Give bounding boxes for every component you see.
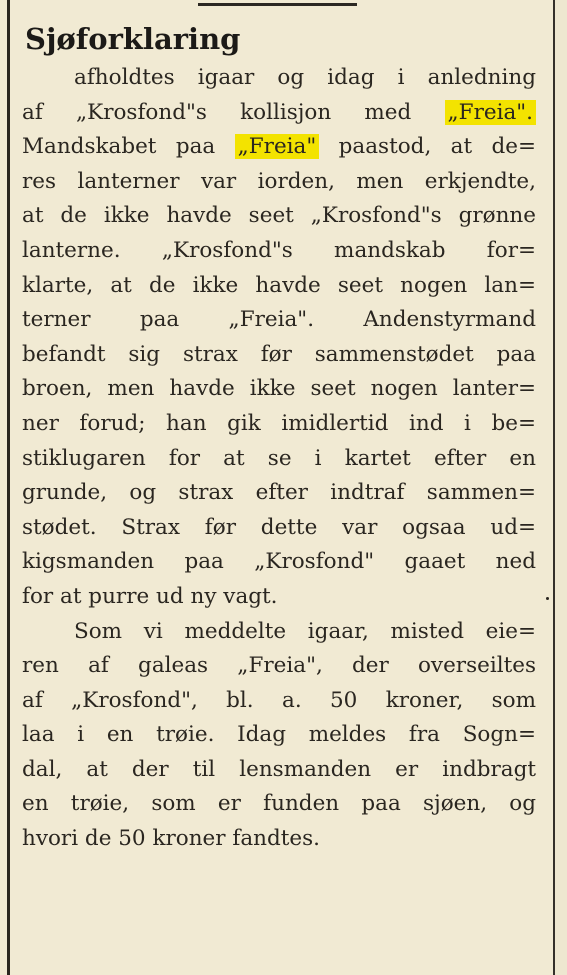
paragraph-1-line [22, 442, 536, 477]
line-text: ner forud; han gik imidlertid ind i be= [22, 410, 536, 436]
line-text: paastod, at de= [319, 134, 536, 160]
paragraph-1-line [22, 130, 536, 165]
line-text: res lanterner var iorden, men erkjendte, [22, 168, 536, 194]
line-text: Mandskabet paa [22, 134, 235, 160]
top-separator-rule [198, 3, 357, 6]
line-text: broen, men havde ikke seet nogen lanter= [22, 376, 536, 402]
paragraph-2-line: hvori de 50 kroner fandtes. [22, 826, 320, 852]
line-text: at de ikke havde seet „Krosfond"s grønne [22, 203, 536, 229]
paragraph-2-line: af „Krosfond", bl. a. 50 kroner, som [22, 687, 536, 713]
paragraph-1-line [22, 511, 536, 546]
page-margin-right [555, 0, 567, 975]
highlighted-ship-name: „Freia". [445, 100, 536, 125]
line-text: kigsmanden paa „Krosfond" gaaet ned [22, 549, 536, 575]
paragraph-1-line [22, 199, 536, 234]
line-text: befandt sig strax før sammenstødet paa [22, 341, 536, 367]
paragraph-2-line: ren af galeas „Freia", der overseiltes [22, 653, 536, 679]
paragraph-1-line [22, 338, 536, 373]
line-text: klarte, at de ikke havde seet nogen lan= [22, 272, 536, 298]
line-text: lanterne. „Krosfond"s mandskab for= [22, 237, 536, 263]
paragraph-1-line [22, 96, 536, 131]
paragraph-1-line [22, 545, 536, 580]
paragraph-1-line [22, 407, 536, 442]
print-speck [546, 597, 549, 600]
paragraph-1-line [22, 61, 536, 96]
line-text: terner paa „Freia". Andenstyrmand [22, 307, 536, 333]
line-text: af „Krosfond"s kollisjon med [22, 99, 445, 125]
column-rule-left [7, 0, 10, 975]
article-headline: Sjøforklaring [25, 22, 241, 56]
paragraph-1-line [22, 234, 536, 269]
line-text: afholdtes igaar og idag i anledning [74, 65, 536, 90]
paragraph-1-line [22, 165, 536, 200]
paragraph-1-line [22, 303, 536, 338]
line-text: for at purre ud ny vagt. [22, 583, 278, 609]
line-text: grunde, og strax efter indtraf sammen= [22, 480, 536, 506]
line-text: stiklugaren for at se i kartet efter en [22, 445, 536, 471]
paragraph-2-line: Som vi meddelte igaar, misted eie= [74, 618, 536, 644]
paragraph-2-line: en trøie, som er funden paa sjøen, og [22, 791, 536, 817]
paragraph-1-line [22, 269, 536, 304]
paragraph-2-line: laa i en trøie. Idag meldes fra Sogn= [22, 722, 536, 748]
paragraph-2-line: dal, at der til lensmanden er indbragt [22, 756, 536, 782]
article-body [22, 61, 536, 857]
highlighted-ship-name: „Freia" [235, 134, 320, 159]
paragraph-1-line [22, 476, 536, 511]
paragraph-1-line [22, 372, 536, 407]
paragraph-1-line [22, 580, 536, 615]
line-text: stødet. Strax før dette var ogsaa ud= [22, 514, 536, 540]
